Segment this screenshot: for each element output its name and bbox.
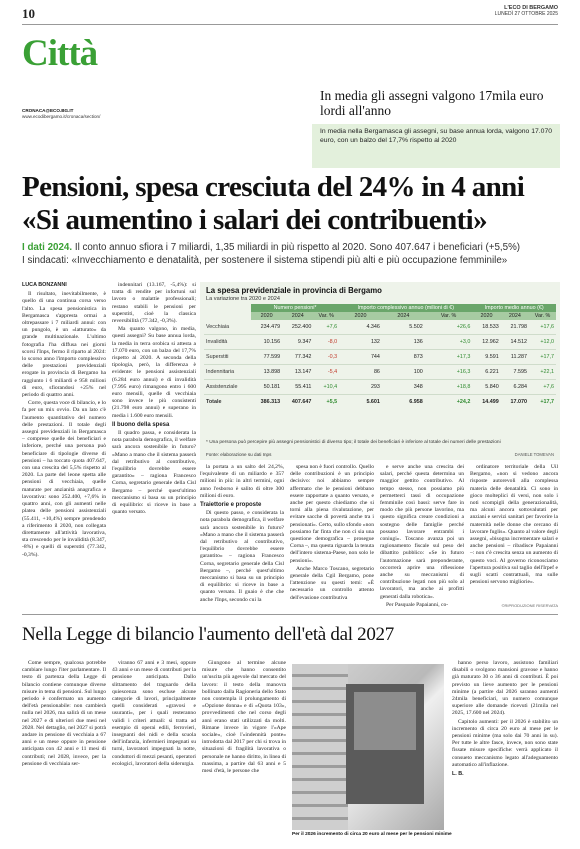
table-cell: -5,4 bbox=[313, 365, 339, 380]
table-source: Fonte: elaborazione su dati Inps bbox=[206, 452, 272, 457]
section-url[interactable]: www.ecodibergamo.it/cronaca/section/ bbox=[22, 114, 101, 119]
column-header: Var. % bbox=[529, 312, 556, 320]
photo-caption: Per il 2026 incremento di circa 20 euro al mese per le pensioni minime bbox=[292, 832, 452, 837]
column-header: Var. % bbox=[313, 312, 339, 320]
table-cell: +10,4 bbox=[313, 380, 339, 395]
table-cell: +7,6 bbox=[529, 380, 556, 395]
table-title: La spesa previdenziale in provincia di Bergamo bbox=[206, 286, 382, 295]
article-column-2 bbox=[112, 282, 196, 518]
table-cell: +17,7 bbox=[529, 350, 556, 365]
lead-text: Il conto annuo sfiora i 7 miliardi, 1,35 miliardi in più rispetto al 2020. Sono 407.647 i beneficiari (+5,5%) bbox=[74, 242, 521, 253]
row-label: Totale bbox=[206, 399, 222, 405]
table-cell: -0,3 bbox=[313, 350, 339, 365]
lead-text-2: I sindacati: «Invecchiamento e denatalità, per sostenere il sistema stipendi più alti e più occupazione femminile» bbox=[22, 254, 508, 266]
row-label: Vecchiaia bbox=[204, 320, 251, 335]
section-email[interactable]: CRONACA@ECO.BG.IT bbox=[22, 108, 74, 113]
pension-table bbox=[204, 304, 556, 409]
paragraph: Per Pasquale Papaianni, co- bbox=[386, 601, 449, 608]
table-cell: 6.958 bbox=[409, 399, 423, 405]
column-header: 2024 bbox=[501, 312, 529, 320]
table-cell: 744 bbox=[339, 350, 382, 365]
table-cell: 5.601 bbox=[366, 399, 380, 405]
paragraph: Di questo passo, e considerata la nota parabola demografica, il welfare sarà ancora sostenibile in futuro? «Mano a mano che il sistema passerà dal retributivo al contributivo, l'equilibrio dovrebbe essere garantito» – ragiona Francesco Corna, segretario generale della Cisl Bergamo –, perché quest'ultimo meccanismo si basa su un principio di equilibrio: si riceve in base a quanto versato. Il guaio è che che anche l'Inps, secondo cui la bbox=[200, 510, 284, 603]
second-headline: Nella Legge di bilancio l'aumento dell'età dal 2027 bbox=[22, 624, 394, 645]
article-column-6 bbox=[470, 464, 558, 587]
table-row bbox=[204, 335, 556, 350]
top-rule bbox=[22, 24, 558, 25]
article-column-5 bbox=[380, 464, 464, 610]
table-cell: 407.647 bbox=[291, 399, 312, 405]
table-cell: 100 bbox=[382, 365, 425, 380]
table-cell: +7,6 bbox=[313, 320, 339, 335]
masthead bbox=[495, 5, 558, 17]
table-cell: +18,8 bbox=[425, 380, 473, 395]
table-group-header bbox=[204, 304, 556, 312]
inps-building-photo bbox=[292, 664, 444, 830]
article-column-3 bbox=[200, 464, 284, 605]
brand-name: L'ECO DI BERGAMO bbox=[504, 5, 558, 11]
page-number: 10 bbox=[22, 6, 35, 21]
table-cell: 21.798 bbox=[501, 320, 529, 335]
column-header: 2024 bbox=[282, 312, 313, 320]
paragraph: Giungono al termine alcune misure che hanno consentito un'uscita più agevole dal mercato del lavoro: il testo della manovra bollinato dalla Ragioneria dello Stato non contempla il prolungamento di «Opzione donna» e di «Quota 103», provvedimenti che nel corso degli anni erano stati utilizzati da molti. Rimane invece in vigore l'«Ape sociale», cioè l'«indennità ponte» introdotta dal 2017 per chi si trova in situazioni di fragilità lavorativa o personale ne hanno diritto, in linea di massima, a partire dal 63 anni e 5 mesi d'età, le persone che bbox=[202, 660, 286, 775]
table-cell: 17.070 bbox=[510, 399, 528, 405]
issue-date: LUNEDÌ 27 OTTOBRE 2025 bbox=[494, 11, 558, 17]
table-row bbox=[204, 380, 556, 395]
table-cell: +26,6 bbox=[425, 320, 473, 335]
article-divider bbox=[22, 614, 558, 615]
table-cell: 9.347 bbox=[282, 335, 313, 350]
paragraph: e serve anche una crescita dei salari, perché questa determina un maggior gettito contributivo. Al tempo stesso, non possiamo più permetterci tassi di occupazione femminile così bassi: serve fare in modo che più persone lavorino, ma questo significa creare condizioni a sostegno delle famiglie perché possano lavorare entrambi i coniugi». Toscano avanza poi un ragionamento fiscale sul peso del dibattito pubblico: «Se in futuro l'automazione sarà preponderante, occorrerà aprire una riflessione anche su meccanismi di contribuzione legati non più solo al lavoratori, ma anche ai profitti generati dalla robotica». bbox=[380, 464, 464, 600]
table-row bbox=[204, 320, 556, 335]
sidebar-text: In media nella Bergamasca gli assegni, su base annua lorda, valgono 17.070 euro, con un balzo del 17,7% rispetto al 2020 bbox=[320, 128, 553, 144]
table-cell: 5.840 bbox=[472, 380, 500, 395]
table-cell: 6.284 bbox=[501, 380, 529, 395]
table-credit: DANIELE TOMEVAN bbox=[514, 452, 554, 457]
table-cell: 18.533 bbox=[472, 320, 500, 335]
table-cell: 386.313 bbox=[260, 399, 281, 405]
second-column-4 bbox=[452, 660, 558, 780]
group-header: Importo complessivo annuo (milioni di €) bbox=[339, 304, 472, 312]
copyright-note: ©RIPRODUZIONE RISERVATA bbox=[501, 603, 558, 608]
photo-building bbox=[292, 664, 348, 830]
column-header: 2020 bbox=[251, 312, 282, 320]
main-headline: Pensioni, spesa cresciuta del 24% in 4 anni «Si aumentino i salari dei contribuenti» bbox=[22, 171, 525, 236]
table-cell: 873 bbox=[382, 350, 425, 365]
table-cell: 11.287 bbox=[501, 350, 529, 365]
table-cell: 77.342 bbox=[282, 350, 313, 365]
paragraph: Capitolo aumenti: per il 2026 è stabilito un incremento di circa 20 euro al mese per le pensioni minime (ma solo dai 70 anni in su). Per tutte le altre fasce, invece, non sono state fissate misure specifiche: verrà applicato il consueto meccanismo legato all'adeguamento automatico all'inflazione. bbox=[452, 718, 558, 768]
article-column-1 bbox=[22, 282, 106, 560]
table-cell: +12,0 bbox=[529, 335, 556, 350]
second-column-2 bbox=[112, 660, 196, 769]
table-row bbox=[204, 395, 556, 410]
row-label: Assistenziale bbox=[204, 380, 251, 395]
subheading: Il buono della spesa bbox=[112, 421, 170, 428]
table-cell: 293 bbox=[339, 380, 382, 395]
table-cell: +22,1 bbox=[529, 365, 556, 380]
second-column-1 bbox=[22, 660, 106, 769]
paragraph: Il quadro passa, e considerata la nota parabola demografica, il welfare sarà ancora sostenibile in futuro? «Mano a mano che il sistema passerà dal retributivo al contributivo, l'equilibrio dovrebbe essere garantito» – ragiona Francesco Corna, segretario generale della Cisl Bergamo – perché quest'ultimo meccanismo si basa su un principio di equilibrio: si riceve in base a quanto versato. bbox=[112, 430, 196, 516]
table-note: * Una persona può percepire più assegni pensionistici di diverso tipo; il totale dei beneficiari è inferiore al totale dei numeri delle prestazioni bbox=[206, 440, 501, 445]
table-cell: 77.599 bbox=[251, 350, 282, 365]
table-cell: 12.962 bbox=[472, 335, 500, 350]
paragraph: spesa non è fuori controllo. Quello delle contribuzioni è un principio decisivo: noi abbiamo sempre affermato che le pensioni debbano essere rapportate a quanto versato, e anche per questo chiediamo che si torni alla piena rivalutazione, per evitare sacche di povertà anche tra i pensionati». Certo, sullo sfondo «non possiamo far finta che non ci sia una questione demografica – prosegue Corna –, ma questa riguarda la tenuta dell'intero sistema-Paese, non solo le pensioni». bbox=[290, 464, 374, 564]
table-sub-header bbox=[204, 312, 556, 320]
table-cell: -8,0 bbox=[313, 335, 339, 350]
column-header: 2024 bbox=[382, 312, 425, 320]
row-label: Indennitaria bbox=[204, 365, 251, 380]
article-column-4 bbox=[290, 464, 374, 603]
lead-label: I dati 2024. bbox=[22, 242, 73, 253]
paragraph: Ma quanto valgono, in media, questi assegni? Su base annua lorda, la media in terra orobica si attesta a 17.070 euro, con un balzo del 17,7% rispetto al 2020. A seconda della tipologia, però, la differenza è evidente: le pensioni assistenziali (6.284 euro annui) e di invalidità (7.995 euro) rimangono entro i 600 euro mensili, quelle di vecchiaia sono invece le più consistenti (21.798 euro annui) e superano in media i 1.600 euro mensili. bbox=[112, 326, 196, 419]
table-cell: 136 bbox=[382, 335, 425, 350]
table-cell: 13.898 bbox=[251, 365, 282, 380]
paragraph: ordinatore territoriale della Uil Bergamo, «non si vedono ancora risposte autorevoli alla complessa materia delle denatalità. Ci sono in gioco molteplici di versi, non solo i noti scompigli della generazionalità, ma alcuni ancora sottovalutati per anziani e servizi sanitari per favorire la maternità nelle donne che cercano di lavorare fuglis». Quanto al valore degli assegni, «bisogna incrementare salari e anche pensioni – ribadisce Papaianni –: non c'è crescita senza un aumento di questo voci. Al governo riconosciamo l'apertura positiva sul taglio dell'Irpef e sugli scatti contrattuali, ma sulle pensioni servono migliorie». bbox=[470, 464, 558, 586]
paragraph: indennitari (13.167, -5,4%): si tratta di rendite per infortuni sul lavoro o malattie professionali; restano stabili le pensioni per superstiti, cioè la classica reversibilità (77.342, -0,3%). bbox=[112, 282, 196, 325]
column-header: 2020 bbox=[339, 312, 382, 320]
table-cell: +16,3 bbox=[425, 365, 473, 380]
paragraph: Come sempre, qualcosa potrebbe cambiare lungo l'iter parlamentare. Il testo di partenza della Legge di bilancio contiene comunque diverse misure in tema di pensioni. Sul lungo periodo è confermato un aumento dell'età pensionabile: non cambierà nulla nel 2026, ma salirà di un mese nel 2027 e di ulteriori due mesi nel 2028. Nel dettaglio, nel 2027 si potrà andare in pensione di vecchiaia a 67 anni e un mese oppure in pensione anticipata con 42 anni e 11 mesi di contributi; nel 2028, invece, per la pensione di vecchiaia ser- bbox=[22, 660, 106, 767]
column-header: 2020 bbox=[472, 312, 500, 320]
table-cell: 6.221 bbox=[472, 365, 500, 380]
table-cell: +17,3 bbox=[425, 350, 473, 365]
table-cell: 50.181 bbox=[251, 380, 282, 395]
table-cell: 252.400 bbox=[282, 320, 313, 335]
table-cell: +17,6 bbox=[529, 320, 556, 335]
section-title: Città bbox=[22, 33, 98, 74]
paragraph: la portata a un salto del 24,2%, l'equivalente di un miliardo e 357 milioni in più: in altri termini, ogni anno l'esborso è salito di oltre 300 milioni di euro. bbox=[200, 464, 284, 499]
table-cell: 55.411 bbox=[282, 380, 313, 395]
table-cell: +17,7 bbox=[540, 399, 554, 405]
table-subtitle: La variazione tra 2020 e 2024 bbox=[206, 296, 281, 302]
paragraph: Il risultato, inevitabilmente, è quello di una continua corsa verso l'alto. La spesa pensionistica in Bergamasca s'appresta ormai a oltrepassare i 7 miliardi annui: con un pungolo, è un «latturato» da grande multinazionale. L'ultimo fotografia l'ha diffusa nei giorni scorsi l'Inps, fermo il riparto al 2024: lo scorso anno l'importo complessivo delle prestazioni previdenziali erogate in provincia di Bergamo ha raggiunto i 6 miliardi e 958 milioni di euro, sfiorandosi +25% nel periodo di quattro anni. bbox=[22, 291, 106, 399]
row-label: Superstiti bbox=[204, 350, 251, 365]
table-cell: 86 bbox=[339, 365, 382, 380]
section-contacts bbox=[22, 108, 100, 120]
paragraph: Anche Marco Toscano, segretario generale della Cgil Bergamo, pone l'attenzione su questi temi: «È necessario un controllo attento dell'evasione contributiva bbox=[290, 565, 374, 601]
table-cell: 10.156 bbox=[251, 335, 282, 350]
group-header: Importo medio annuo (€) bbox=[472, 304, 556, 312]
table-cell: 13.147 bbox=[282, 365, 313, 380]
table-cell: 14.512 bbox=[501, 335, 529, 350]
table-cell: 7.595 bbox=[501, 365, 529, 380]
paragraph: Corre, questa voce di bilancio, e lo fa per un mix ovvio. Da un lato c'è l'aumento quantitativo del numero delle prestazioni. Il totale degli assegni previdenziali in Bergamasca – comprese quelle dei beneficiari e inferiore, perché una persona può beneficiare di tipologie diverse di pensioni – ha toccato quota 407.647, con una crescita del 5,5% rispetto al 2020. La parte del leone spetta alle pensioni di vecchiaia, quelle maturate per anzianità anagrafica e lavorativa: sono 252.400, +7,6% in quattro anni, con gli aumenti nelle platea delle pensioni assistenziali (55.411, +10,4%) sempre prendendo a riferimento il 2020, non collegata direttamente all'attività lavorativa, sta crescendo per le invalidità (8.347, -8%) e quelli di superstiti (77.342, -0,3%). bbox=[22, 400, 106, 558]
table-cell: +3,0 bbox=[425, 335, 473, 350]
paragraph: hanno perso lavoro, assistono familiari disabili o svolgono mansioni gravose e hanno già maturato 30 o 36 anni di contributi. È poi previsto un lieve aumento per le pensioni minime (a partire dal 2026 saranno aumenti 24mila beneficiari, un numero comunque superiore alle domande ricevuti (21mila nel 2025, 17.600 nel 2024). bbox=[452, 660, 558, 717]
paragraph: viranno 67 anni e 3 mesi, oppure 43 anni e un mese di contributi per la pensione anticipata. Dallo slittamento del traguardo della quiescenza sono escluse alcune categorie di lavori, principalmente quelli considerati «gravosi e usuranti», per i quali resteranno validi i criteri attuali: si tratta ad esempio di operai edili, ferrovieri, insegnanti dei nidi e della scuola dell'infanzia, infermieri impegnati su turni, lavoratori impegnati la notte, conduttori di mezzi pesanti, operatori ecologici, lavoratori della siderurgia. bbox=[112, 660, 196, 767]
table-cell: 5.502 bbox=[382, 320, 425, 335]
table-cell: 132 bbox=[339, 335, 382, 350]
table-cell: 9.591 bbox=[472, 350, 500, 365]
table-cell: 14.499 bbox=[482, 399, 499, 405]
column-header: Var. % bbox=[425, 312, 473, 320]
sidebar-box bbox=[312, 124, 560, 168]
table-cell: 4.346 bbox=[339, 320, 382, 335]
sidebar-headline: In media gli assegni valgono 17mila euro lordi all'anno bbox=[320, 88, 544, 118]
byline: LUCA BONZANNI bbox=[22, 282, 67, 288]
table-row bbox=[204, 350, 556, 365]
photo-sign-logo bbox=[354, 692, 416, 750]
table-cell: 348 bbox=[382, 380, 425, 395]
second-column-3 bbox=[202, 660, 286, 776]
signature: L. B. bbox=[452, 771, 464, 778]
table-row bbox=[204, 365, 556, 380]
table-cell: +24,2 bbox=[456, 399, 471, 405]
table-cell: +5,5 bbox=[326, 399, 338, 405]
table-cell: 234.479 bbox=[251, 320, 282, 335]
subheading: Traiettorie e proposte bbox=[200, 502, 262, 509]
row-label: Invalidità bbox=[204, 335, 251, 350]
main-subheadline bbox=[22, 242, 562, 267]
group-header: Numero pensioni* bbox=[251, 304, 339, 312]
